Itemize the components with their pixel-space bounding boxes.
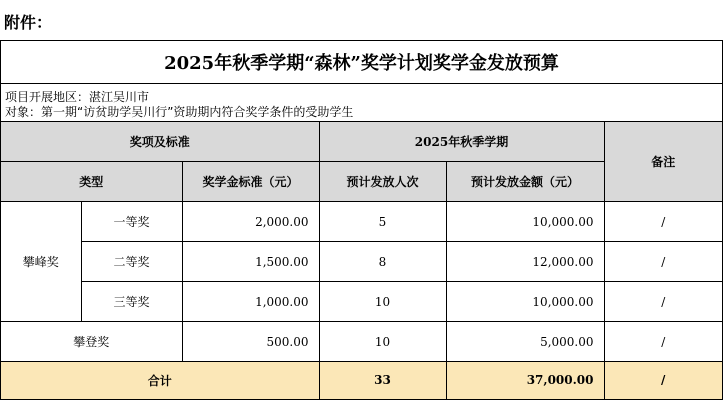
award-group-cell: 攀登奖 (1, 322, 182, 362)
header-amount-standard: 奖学金标准（元） (182, 162, 319, 202)
budget-sheet (0, 40, 723, 400)
award-level-cell: 二等奖 (81, 242, 182, 282)
total-row (1, 362, 722, 399)
total-remark: / (604, 362, 722, 399)
count-cell: 8 (319, 242, 446, 282)
header-award-standard: 奖项及标准 (1, 122, 319, 162)
standard-cell: 1,000.00 (182, 282, 319, 322)
amount-cell: 10,000.00 (446, 282, 604, 322)
budget-table (1, 121, 722, 399)
header-planned-count: 预计发放人次 (319, 162, 446, 202)
amount-cell: 12,000.00 (446, 242, 604, 282)
standard-cell: 1,500.00 (182, 242, 319, 282)
target-text: 对象：第一期“访贫助学吴川行”资助期内符合奖学条件的受助学生 (5, 105, 354, 119)
header-planned-amount: 预计发放金额（元） (446, 162, 604, 202)
award-level-cell: 一等奖 (81, 202, 182, 242)
amount-cell: 10,000.00 (446, 202, 604, 242)
award-level-cell: 三等奖 (81, 282, 182, 322)
total-label: 合计 (1, 362, 319, 399)
award-group-cell: 攀峰奖 (1, 202, 81, 322)
remark-cell: / (604, 242, 722, 282)
header-semester: 2025年秋季学期 (319, 122, 604, 162)
header-row-1 (1, 122, 722, 162)
standard-cell: 500.00 (182, 322, 319, 362)
amount-cell: 5,000.00 (446, 322, 604, 362)
remark-cell: / (604, 202, 722, 242)
count-cell: 10 (319, 322, 446, 362)
table-row (1, 242, 722, 282)
count-cell: 5 (319, 202, 446, 242)
total-amount: 37,000.00 (446, 362, 604, 399)
remark-cell: / (604, 282, 722, 322)
standard-cell: 2,000.00 (182, 202, 319, 242)
table-row (1, 322, 722, 362)
header-remarks: 备注 (604, 122, 722, 202)
attachment-label: 附件： (4, 13, 53, 32)
table-row (1, 202, 722, 242)
count-cell: 10 (319, 282, 446, 322)
remark-cell: / (604, 322, 722, 362)
table-row (1, 282, 722, 322)
header-type: 类型 (1, 162, 182, 202)
project-area-text: 项目开展地区：湛江吴川市 (5, 90, 150, 104)
document-title: 2025年秋季学期“森林”奖学计划奖学金发放预算 (1, 41, 722, 84)
total-count: 33 (319, 362, 446, 399)
